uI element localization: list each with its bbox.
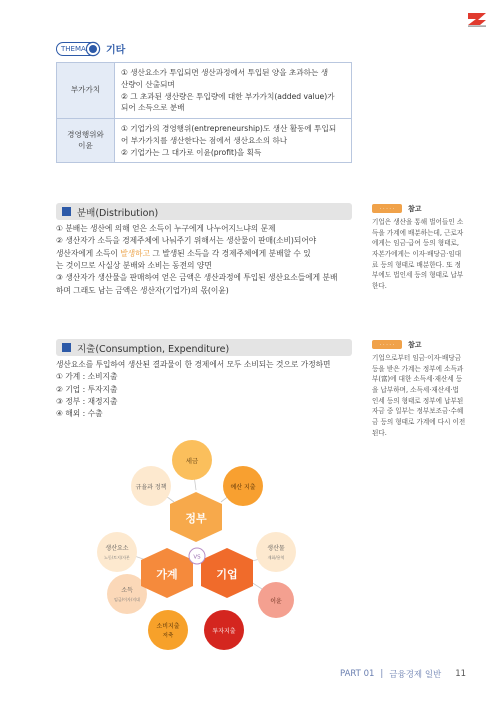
- svg-text:VS: VS: [193, 554, 201, 561]
- publisher-logo: [464, 10, 490, 28]
- note-text: 기업으로부터 임금·이자·배당금 등을 받은 가계는 정부에 소득과 부(富)에 대한 소득세·재산세 등 을 납부하며, 소득세·재산세·법 인세 등의 형태로 정부에 납부된 자금 중 일부는 정부보조금·수혜 금 등의 형태로 가계에 다시 이전 된다.: [372, 354, 466, 437]
- svg-text:소비지출: 소비지출: [156, 623, 180, 630]
- table-row: [57, 119, 352, 163]
- footer-title: 금융경제 일반: [389, 670, 442, 680]
- svg-text:저축: 저축: [162, 633, 174, 639]
- svg-text:규율과 정책: 규율과 정책: [135, 484, 167, 491]
- distribution-body: ① 분배는 생산에 의해 얻은 소득이 누구에게 나누어지느냐의 문제 ② 생산자가 소득을 경제주체에 나눠주기 위해서는 생산물이 판매(소비)되어야 생산자에게 소득이 발생하고 그 발생된 소득을 각 경제주체에게 분배할 수 있 는 것이므로 사실상 분배와 소비는 동전의 양면 ③ 생산자가 생산물을 판매하여 얻은 금액은 생산과정에 투입된 생산요소들에게 분배 하며 그래도 남는 금액은 생산자(기업가)의 몫(이윤): [56, 224, 338, 295]
- note-label: 참고: [408, 204, 422, 213]
- svg-text:생산물: 생산물: [267, 545, 285, 552]
- consumption-heading: 지출(Consumption, Expenditure): [56, 339, 352, 356]
- svg-text:기업: 기업: [216, 568, 238, 581]
- page-number: 11: [455, 669, 467, 679]
- thema-dot-icon: [87, 43, 99, 55]
- svg-text:생산요소: 생산요소: [105, 545, 129, 552]
- circle-profit: [258, 582, 294, 618]
- terms-table: [56, 62, 352, 163]
- svg-text:노동/토지/자본: 노동/토지/자본: [104, 555, 130, 560]
- note-label: 참고: [408, 340, 422, 349]
- note-tag: · · · · ·: [372, 204, 402, 213]
- thema-header: [56, 41, 125, 56]
- term-cell: 경영행위와 이윤: [57, 119, 115, 163]
- hex-government: [170, 492, 222, 542]
- circle-factors: [97, 532, 137, 572]
- footer-part: PART 01: [340, 669, 375, 679]
- distribution-heading: 분배(Distribution): [56, 203, 352, 220]
- circle-product: [256, 532, 296, 572]
- hex-firm: [201, 548, 253, 598]
- desc-cell: ① 기업가의 경영행위(entrepreneurship)도 생산 활동에 투입되 어 부가가치를 생산한다는 점에서 생산요소의 하나 ② 기업가는 그 대가로 이윤(profit)을 획득: [115, 119, 352, 163]
- svg-text:임금/이자/지대: 임금/이자/지대: [114, 597, 140, 602]
- svg-text:세금: 세금: [185, 457, 199, 465]
- svg-text:가계: 가계: [156, 568, 178, 581]
- table-row: [57, 63, 352, 119]
- thema-badge: THEMA: [56, 42, 98, 56]
- term-cell: 부가가치: [57, 63, 115, 119]
- economic-flow-diagram: [56, 430, 356, 650]
- consumption-body: 생산요소를 투입하여 생산된 결과물이 한 경제에서 모두 소비되는 것으로 가정하면 ① 가계 : 소비지출 ② 기업 : 투자지출 ③ 정부 : 재정지출 ④ 해외 : 수출: [56, 360, 331, 419]
- circle-purchase: [131, 466, 171, 506]
- desc-cell: ① 생산요소가 투입되면 생산과정에서 투입된 양을 초과하는 생 산량이 산출되며 ② 그 초과된 생산량은 투입량에 대한 부가가치(added value)가 되어 소득으로 분배: [115, 63, 352, 119]
- square-bullet-icon: [62, 343, 71, 352]
- hex-household: [141, 548, 193, 598]
- svg-text:정부: 정부: [185, 512, 207, 525]
- square-bullet-icon: [62, 207, 71, 216]
- svg-text:소득: 소득: [121, 587, 133, 594]
- circle-tax: [172, 440, 212, 480]
- svg-text:투자지출: 투자지출: [212, 628, 236, 635]
- svg-text:이윤: 이윤: [270, 598, 282, 605]
- circle-invest: [204, 610, 244, 650]
- svg-text:예산 지출: 예산 지출: [230, 484, 256, 491]
- note-box: [372, 203, 475, 292]
- page-footer: [340, 668, 466, 680]
- footer-separator: |: [380, 669, 384, 679]
- circle-consume: [148, 610, 188, 650]
- thema-title: 기타: [106, 45, 126, 56]
- note-text: 기업은 생산을 통해 벌어들인 소 득을 가계에 배분하는데, 근로자 에게는 임금·급여 등의 형태로, 자본가에게는 이자·배당금·임대 료 등의 형태로 배분한다. 또 정 부에도 법인세 등의 형태로 납부 한다.: [372, 218, 464, 291]
- svg-text:재화/용역: 재화/용역: [267, 555, 285, 560]
- note-box: [372, 339, 475, 438]
- circle-budget: [223, 466, 263, 506]
- highlight-text: 발생하고: [120, 248, 151, 258]
- vs-badge: [189, 548, 205, 564]
- note-tag: · · · · ·: [372, 340, 402, 349]
